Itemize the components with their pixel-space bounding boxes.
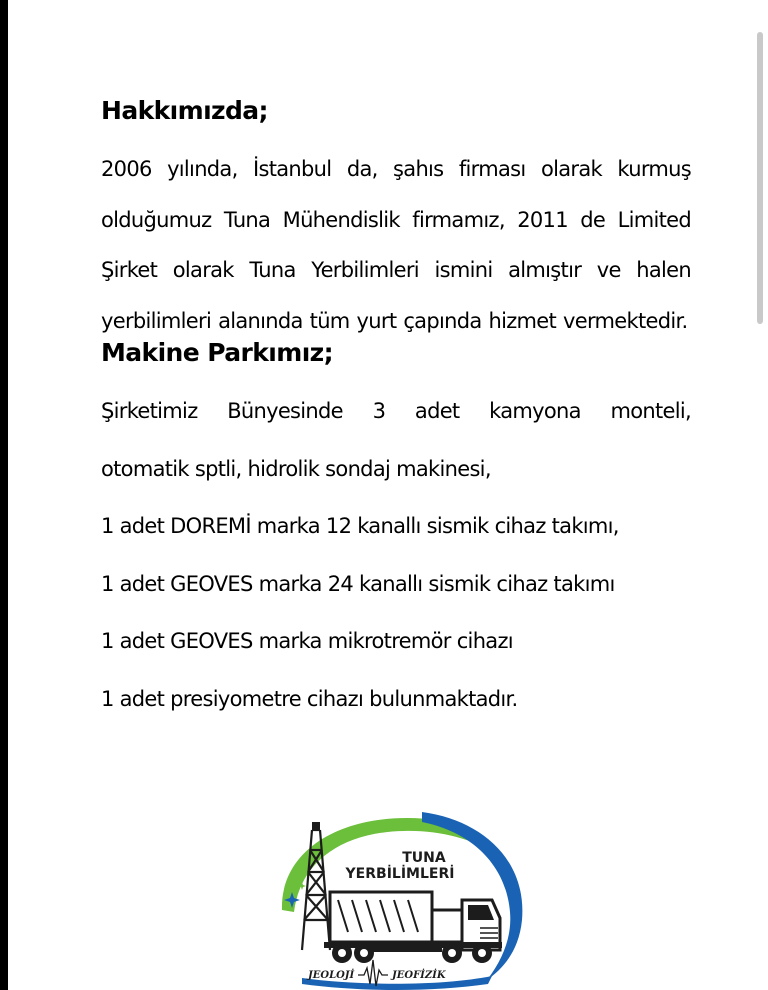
machine-line: 1 adet DOREMİ marka 12 kanallı sismik cihaz takımı, [101,514,619,538]
machines-list [101,386,691,731]
truck-icon [324,892,502,963]
about-heading: Hakkımızda; [101,96,268,125]
machine-line: 1 adet GEOVES marka 24 kanallı sismik cihaz takımı [101,571,615,596]
scrollbar-thumb[interactable] [757,32,763,324]
logo-tag-jeofizik: JEOFİZİK [392,970,446,981]
machine-line: 1 adet presiyometre cihazı bulunmaktadır. [101,686,518,711]
logo-tag-jeoloji: JEOLOJİ [308,970,355,981]
document-content [101,92,691,731]
seismic-wave-icon [358,960,388,986]
machine-line: otomatik sptli, hidrolik sondaj makinesi, [101,456,491,481]
logo-title-line2: YERBİLİMLERİ [345,866,455,882]
machines-heading: Makine Parkımız; [101,338,334,367]
tuna-yerbilimleri-logo [272,800,532,990]
about-paragraph: 2006 yılında, İstanbul da, şahıs firması olarak kurmuş olduğumuz Tuna Mühendislik firmamız, 2011 de Limited Şirket olarak Tuna Yerbilimleri ismini almıştır ve halen yerbilimleri alanında tüm yurt çapında hizmet vermektedir. [101,157,691,333]
machine-line: Şirketimiz Bünyesinde 3 adet kamyona monteli, [101,399,691,423]
machine-line: 1 adet GEOVES marka mikrotremör cihazı [101,629,513,653]
logo-title-line1: TUNA [402,850,446,866]
